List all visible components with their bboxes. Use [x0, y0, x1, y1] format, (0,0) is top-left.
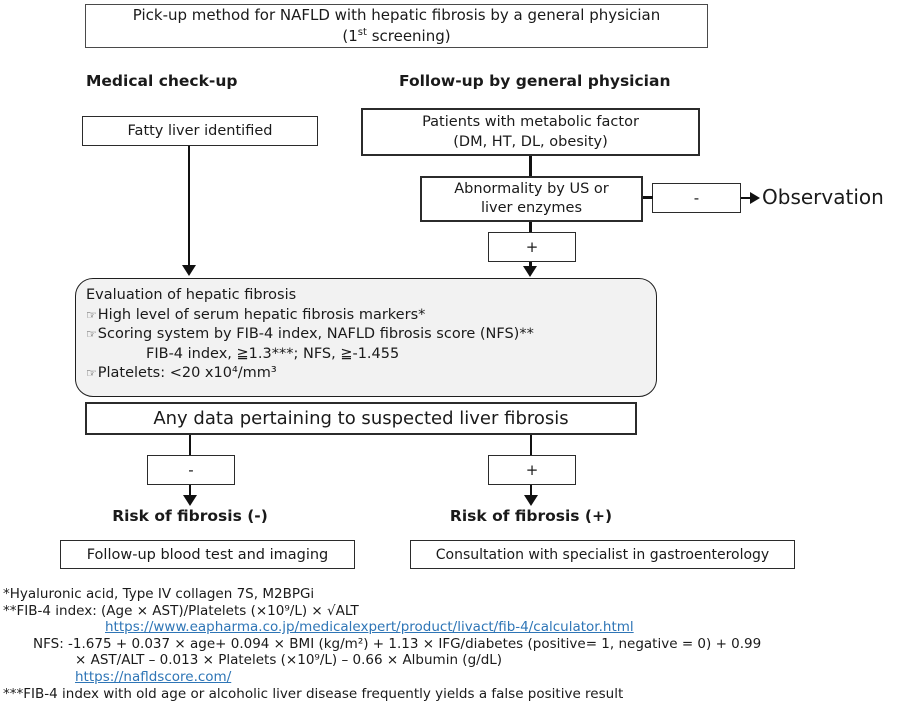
any-data-label: Any data pertaining to suspected liver fibrosis — [153, 407, 569, 429]
title-line2-suffix: screening) — [366, 27, 451, 45]
footnote-nfs-link-row — [3, 669, 898, 686]
fatty-liver-box — [82, 116, 318, 146]
evaluation-item2-sub: FIB-4 index, ≧1.3***; NFS, ≧-1.455 — [146, 345, 400, 362]
title-line1: Pick-up method for NAFLD with hepatic fibrosis by a general physician — [132, 6, 661, 24]
followup-label: Follow-up blood test and imaging — [86, 546, 329, 563]
line-abnormality-to-plus — [529, 222, 532, 232]
footnote-fib4-link-row — [3, 619, 898, 636]
footnote-fib4-formula: **FIB-4 index: (Age × AST)/Platelets (×10⁹/L) × √ALT — [3, 602, 359, 619]
line-anydata-to-minus — [189, 435, 191, 455]
nafld-score-link[interactable]: https://nafldscore.com/ — [75, 668, 232, 685]
minus-label-bottom: - — [188, 461, 194, 479]
title-box — [85, 4, 708, 48]
heading-medical-checkup: Medical check-up — [86, 72, 238, 90]
arrow-fatty-to-evaluation-head — [182, 265, 196, 276]
any-data-box — [85, 402, 637, 435]
arrow-plus-to-risk-head — [524, 495, 538, 506]
footnote-nfs-formula-line2: × AST/ALT – 0.013 × Platelets (×10⁹/L) – 0.66 × Albumin (g/dL) — [75, 652, 503, 669]
line-anydata-to-plus — [530, 435, 532, 455]
risk-negative-label: Risk of fibrosis (-) — [112, 507, 268, 525]
metabolic-box — [361, 108, 700, 156]
observation-label: Observation — [762, 185, 884, 209]
plus-branch-box-top — [488, 232, 576, 262]
evaluation-item3-text: Platelets: <20 x10⁴/mm³ — [97, 365, 277, 381]
fib4-calculator-link[interactable]: https://www.eapharma.co.jp/medicalexpert/product/livact/fib-4/calculator.html — [105, 619, 634, 636]
evaluation-heading: Evaluation of hepatic fibrosis — [86, 287, 297, 303]
followup-box — [60, 540, 355, 569]
metabolic-line1: Patients with metabolic factor — [422, 114, 639, 130]
footnotes — [3, 586, 898, 702]
pointing-hand-bullet-icon: ☞ — [86, 307, 97, 322]
evaluation-item1-text: High level of serum hepatic fibrosis markers* — [97, 306, 426, 323]
line-metabolic-to-abnormality — [529, 156, 532, 176]
risk-positive-label: Risk of fibrosis (+) — [449, 507, 613, 525]
consultation-box — [410, 540, 795, 569]
line-abnormality-to-minus — [643, 196, 653, 199]
abnormality-box — [420, 176, 643, 222]
metabolic-line2: (DM, HT, DL, obesity) — [453, 134, 608, 150]
title-line2-prefix: (1 — [342, 27, 358, 45]
arrow-plus-to-evaluation-head — [523, 266, 537, 277]
plus-branch-box-bottom — [488, 455, 576, 485]
title-line2-superscript: st — [357, 27, 367, 38]
evaluation-item3 — [86, 364, 646, 384]
arrow-minus-to-risk-head — [183, 495, 197, 506]
footnote-serum-markers: *Hyaluronic acid, Type IV collagen 7S, M2BPGi — [3, 586, 315, 602]
evaluation-item2-text: Scoring system by FIB-4 index, NAFLD fibrosis score (NFS)** — [97, 326, 534, 342]
heading-followup-physician: Follow-up by general physician — [399, 72, 671, 90]
minus-branch-box-top — [652, 183, 741, 213]
minus-label-top: - — [693, 189, 700, 207]
plus-label-top: + — [525, 238, 539, 256]
abnormality-line1: Abnormality by US or — [454, 181, 609, 197]
consultation-label: Consultation with specialist in gastroenterology — [435, 546, 770, 563]
evaluation-item1 — [86, 306, 646, 326]
title-line2 — [342, 26, 450, 47]
footnote-nfs-formula-line1: NFS: -1.675 + 0.037 × age+ 0.094 × BMI (kg/m²) + 1.13 × IFG/diabetes (positive= 1, negative = 0) + 0.99 — [33, 635, 762, 652]
minus-branch-box-bottom — [147, 455, 235, 485]
evaluation-item2 — [86, 325, 646, 345]
fatty-liver-label: Fatty liver identified — [127, 123, 273, 139]
pointing-hand-bullet-icon: ☞ — [86, 366, 97, 380]
plus-label-bottom: + — [525, 461, 539, 479]
footnote-fib4-caution: ***FIB-4 index with old age or alcoholic liver disease frequently yields a false positive result — [3, 685, 624, 702]
arrow-minus-to-observation-head — [750, 192, 760, 204]
pointing-hand-bullet-icon: ☞ — [86, 327, 97, 341]
arrow-fatty-to-evaluation-line — [188, 146, 190, 267]
abnormality-line2: liver enzymes — [480, 200, 583, 216]
evaluation-box — [75, 278, 657, 397]
